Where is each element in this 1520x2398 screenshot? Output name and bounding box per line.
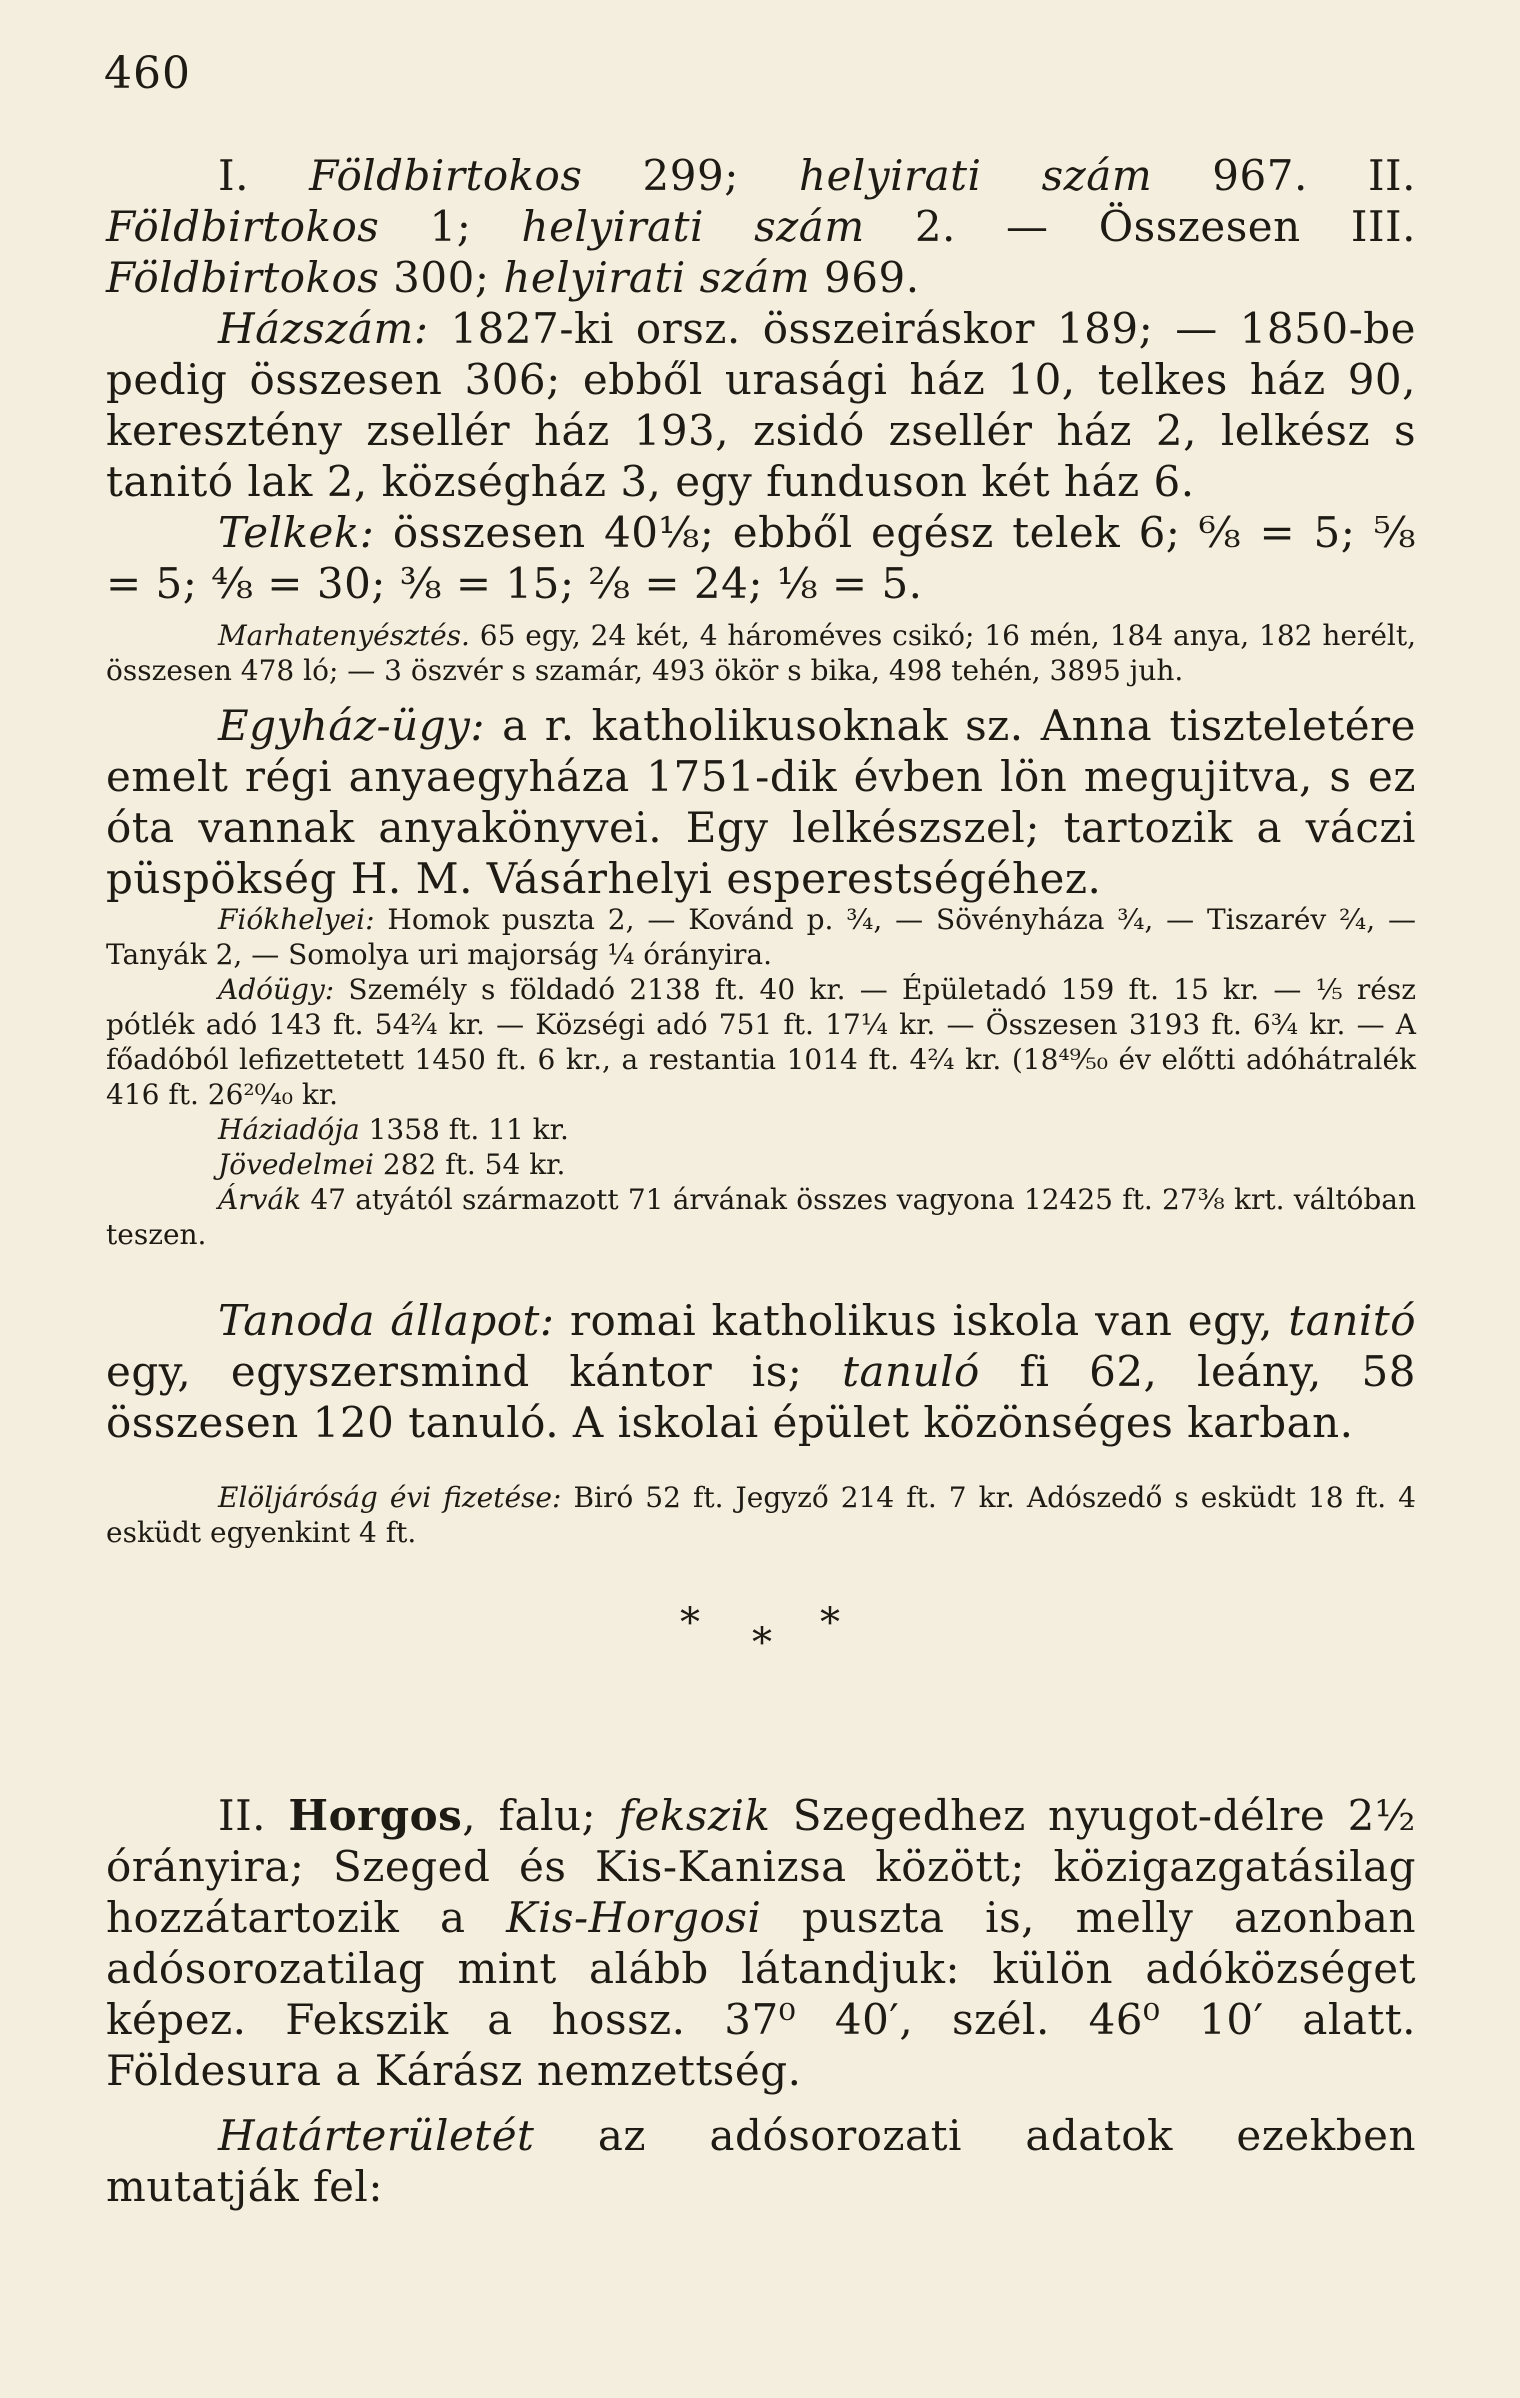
text: tanuló — [842, 1347, 980, 1396]
paragraph-orphans — [106, 1182, 1416, 1252]
text: 299; — [582, 151, 800, 200]
text: az adósorozati adatok ezekben mutatják fel: — [106, 2111, 1416, 2211]
text: , falu; — [462, 1791, 619, 1840]
text-block-details — [106, 902, 1416, 1252]
text: Jövedelmei — [218, 1148, 374, 1181]
text: tanitó — [1288, 1296, 1416, 1345]
text: Földbirtokos — [309, 151, 583, 200]
text: Egyház-ügy: — [218, 701, 485, 750]
text: 967. II. — [1152, 151, 1416, 200]
text: 1358 ft. 11 kr. — [359, 1113, 569, 1146]
page-number: 460 — [104, 48, 191, 99]
text: Határterületét — [218, 2111, 535, 2160]
text: Személy s földadó 2138 ft. 40 kr. — Épületadó 159 ft. 15 kr. — ⅕ rész pótlék adó 143 ft. 54²⁄₄ kr. — Községi adó 751 ft. 17¼ kr. — Összesen 3193 ft. 6³⁄₄ kr. — A főadóból lefizettetett 1450 ft. 6 kr., a restantia 1014 ft. 4²⁄₄ kr. (18⁴⁹⁄₅₀ év előtti adóhátralék 416 ft. 26²⁰⁄₄₀ kr. — [106, 973, 1416, 1111]
paragraph-horgos — [106, 1790, 1416, 2096]
paragraph-church — [106, 700, 1416, 904]
text: Horgos — [288, 1791, 463, 1840]
text: Házszám: — [218, 304, 429, 353]
text: Tanoda állapot: — [218, 1296, 555, 1345]
text: Homok puszta 2, — Kovánd p. ³⁄₄, — Sövényháza ³⁄₄, — Tiszarév ²⁄₄, — Tanyák 2, — Somolya uri majorság ¼ órányira. — [106, 903, 1416, 971]
text: Szegedhez nyugot-délre 2½ órányira; Szeged és Kis-Kanizsa között; közigazgatásilag hozzátartozik a — [106, 1791, 1416, 1942]
text: összesen 40⅛; ebből egész telek 6; ⁶⁄₈ = 5; ⁵⁄₈ = 5; ⁴⁄₈ = 30; ³⁄₈ = 15; ²⁄₈ = 24; ⅛ = 5. — [106, 508, 1416, 608]
text: puszta is, melly azonban adósorozatilag mint alább látandjuk: külön adóközséget képez. Fekszik a hossz. 37⁰ 40′, szél. 46⁰ 10′ alatt. Földesura a Kárász nemzettség. — [106, 1893, 1417, 2095]
text: helyirati szám — [503, 253, 811, 302]
text: Telkek: — [218, 508, 375, 557]
text: 1827-ki orsz. összeiráskor 189; — 1850-be pedig összesen 306; ebből urasági ház 10, telkes ház 90, keresztény zsellér ház 193, zsidó zsellér ház 2, lelkész s tanitó lak 2, községház 3, egy funduson két ház 6. — [106, 304, 1416, 506]
text: 282 ft. 54 kr. — [374, 1148, 566, 1181]
asterisk: * — [680, 1600, 700, 1646]
text: II. — [218, 1791, 289, 1840]
text-block-horgos — [106, 1790, 1416, 2212]
text: 300; — [379, 253, 504, 302]
asterisk: * — [820, 1600, 840, 1646]
asterisk: * — [752, 1620, 772, 1666]
paragraph-houses — [106, 303, 1416, 507]
text: fi 62, leány, 58 összesen 120 tanuló. A iskolai épület közönséges karban. — [106, 1347, 1416, 1447]
text: a r. katholikusoknak sz. Anna tiszteletére emelt régi anyaegyháza 1751-dik évben lön megujitva, s ez óta vannak anyakönyvei. Egy lelkészszel; tartozik a váczi püspökség H. M. Vásárhelyi esperestségéhez. — [106, 701, 1416, 903]
text: 65 egy, 24 két, 4 hároméves csikó; 16 mén, 184 anya, 182 herélt, összesen 478 ló; — 3 öszvér s szamár, 493 ökör s bika, 498 tehén, 3895 juh. — [106, 619, 1416, 687]
text: I. — [218, 151, 310, 200]
paragraph-school — [106, 1295, 1416, 1448]
paragraph-taxes — [106, 972, 1416, 1112]
paragraph-plots — [106, 507, 1416, 609]
text: Árvák — [218, 1183, 302, 1216]
text: Marhatenyésztés. — [218, 619, 470, 652]
text: fekszik — [618, 1791, 771, 1840]
section-separator-asterisks — [660, 1600, 860, 1680]
text: 1; — [379, 202, 522, 251]
text: romai katholikus iskola van egy, — [554, 1296, 1289, 1345]
text: Földbirtokos — [106, 253, 380, 302]
text-block-school — [106, 1295, 1416, 1448]
text: Fiókhelyei: — [218, 903, 375, 936]
text-block-church — [106, 700, 1416, 904]
paragraph-branches — [106, 902, 1416, 972]
text: 47 atyától származott 71 árvának összes vagyona 12425 ft. 27³⁄₈ krt. váltóban teszen. — [106, 1183, 1416, 1251]
paragraph-livestock — [106, 618, 1416, 688]
text: 969. — [810, 253, 920, 302]
paragraph-land-owners — [106, 150, 1416, 303]
text: egy, egyszersmind kántor is; — [106, 1347, 843, 1396]
text: 2. — Összesen III. — [864, 202, 1416, 251]
text: Kis-Horgosi — [506, 1893, 762, 1942]
text-block-salaries — [106, 1480, 1416, 1550]
paragraph-salaries — [106, 1480, 1416, 1550]
text: Adóügy: — [218, 973, 335, 1006]
text-block-livestock — [106, 618, 1416, 688]
text: Háziadója — [218, 1113, 360, 1146]
text-block-upper — [106, 150, 1416, 609]
text: Földbirtokos — [106, 202, 380, 251]
paragraph-income — [106, 1147, 1416, 1182]
paragraph-territory — [106, 2110, 1416, 2212]
text: Elöljáróság évi fizetése: — [218, 1481, 562, 1514]
paragraph-house-tax — [106, 1112, 1416, 1147]
text: helyirati szám — [521, 202, 865, 251]
text: Biró 52 ft. Jegyző 214 ft. 7 kr. Adószedő s esküdt 18 ft. 4 esküdt egyenkint 4 ft. — [106, 1481, 1416, 1549]
text: helyirati szám — [799, 151, 1153, 200]
